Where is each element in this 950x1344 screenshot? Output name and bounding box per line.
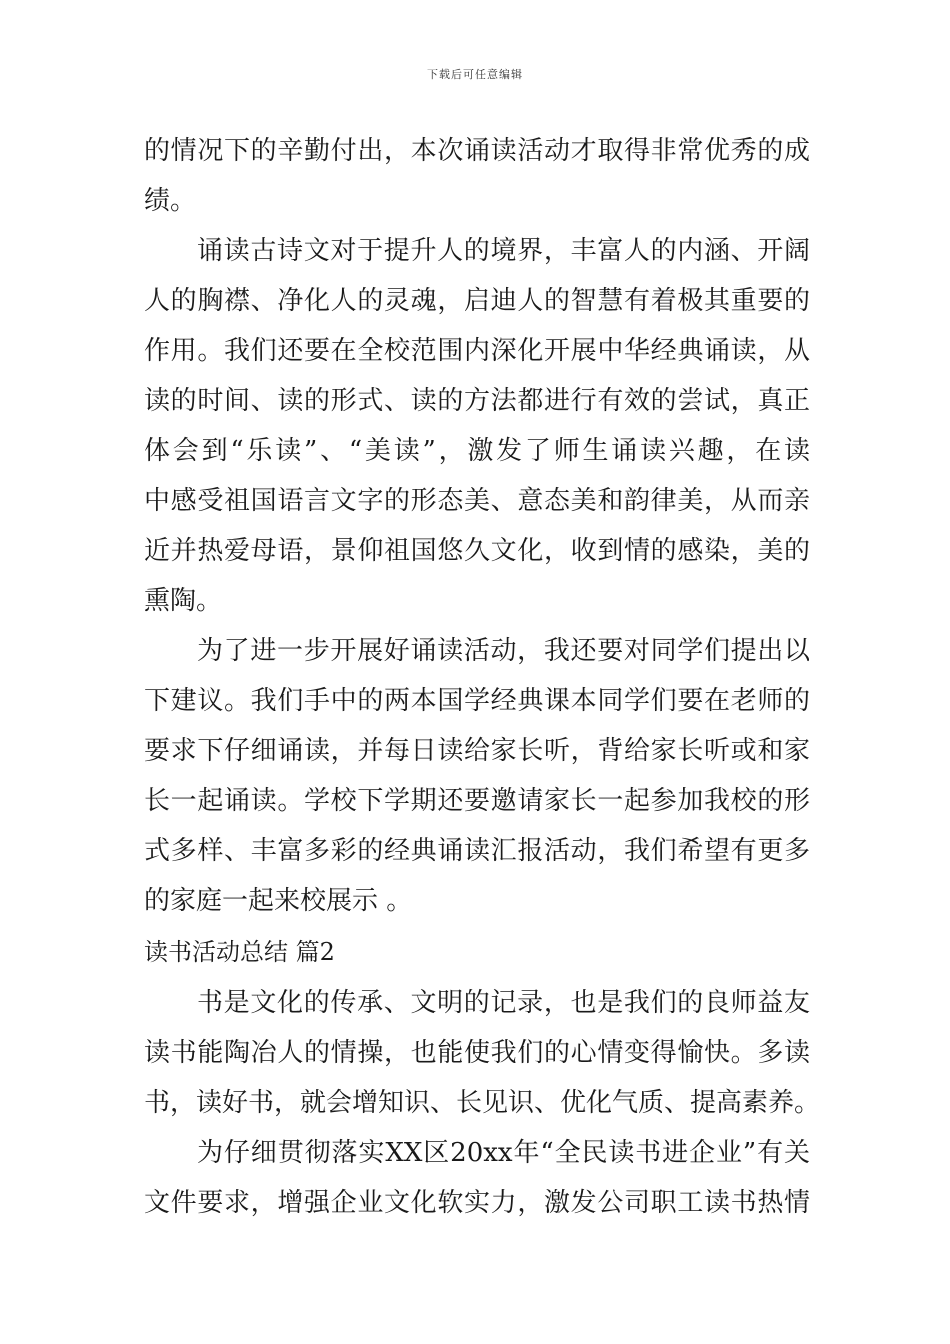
- text-line: 式多样、丰富多彩的经典诵读汇报活动，我们希望有更多: [144, 836, 810, 866]
- text-line: 书，读好书，就会增知识、长见识、优化气质、提高素养。: [144, 1088, 821, 1118]
- text-line: 绩。: [144, 186, 197, 216]
- text-line: 人的胸襟、净化人的灵魂，启迪人的智慧有着极其重要的: [144, 286, 810, 316]
- page-header-note: 下载后可任意编辑: [427, 68, 523, 81]
- text-line: 诵读古诗文对于提升人的境界，丰富人的内涵、开阔: [197, 236, 810, 266]
- text-line: 的情况下的辛勤付出，本次诵读活动才取得非常优秀的成: [144, 136, 810, 166]
- paragraph: [144, 978, 821, 1128]
- text-line: 为了进一步开展好诵读活动，我还要对同学们提出以: [197, 636, 810, 666]
- text-line: 中感受祖国语言文字的形态美、意态美和韵律美，从而亲: [144, 486, 810, 516]
- text-line: 为仔细贯彻落实XX区20xx年“全民读书进企业”有关: [197, 1138, 810, 1168]
- section-heading: 读书活动总结 篇2: [144, 938, 335, 966]
- text-line: 读的时间、读的形式、读的方法都进行有效的尝试，真正: [144, 386, 810, 416]
- text-line: 要求下仔细诵读，并每日读给家长听，背给家长听或和家: [144, 736, 810, 766]
- text-line: 作用。我们还要在全校范围内深化开展中华经典诵读，从: [144, 336, 810, 366]
- paragraph: [144, 226, 810, 626]
- text-line: 读书能陶冶人的情操，也能使我们的心情变得愉快。多读: [144, 1038, 810, 1068]
- text-line: 熏陶。: [144, 586, 223, 616]
- text-line: 的家庭一起来校展示 。: [144, 886, 413, 916]
- text-line: 长一起诵读。学校下学期还要邀请家长一起参加我校的形: [144, 786, 810, 816]
- text-line: 文件要求，增强企业文化软实力，激发公司职工读书热情: [144, 1188, 810, 1218]
- text-line: 下建议。我们手中的两本国学经典课本同学们要在老师的: [144, 686, 810, 716]
- text-line: 体会到“乐读”、“美读”，激发了师生诵读兴趣，在读: [144, 436, 810, 466]
- document-body: [144, 126, 821, 1228]
- text-line: 近并热爱母语，景仰祖国悠久文化，收到情的感染，美的: [144, 536, 810, 566]
- paragraph: [144, 626, 810, 926]
- text-line: 书是文化的传承、文明的记录，也是我们的良师益友: [197, 988, 810, 1018]
- paragraph: [144, 126, 810, 226]
- paragraph: [144, 1128, 810, 1228]
